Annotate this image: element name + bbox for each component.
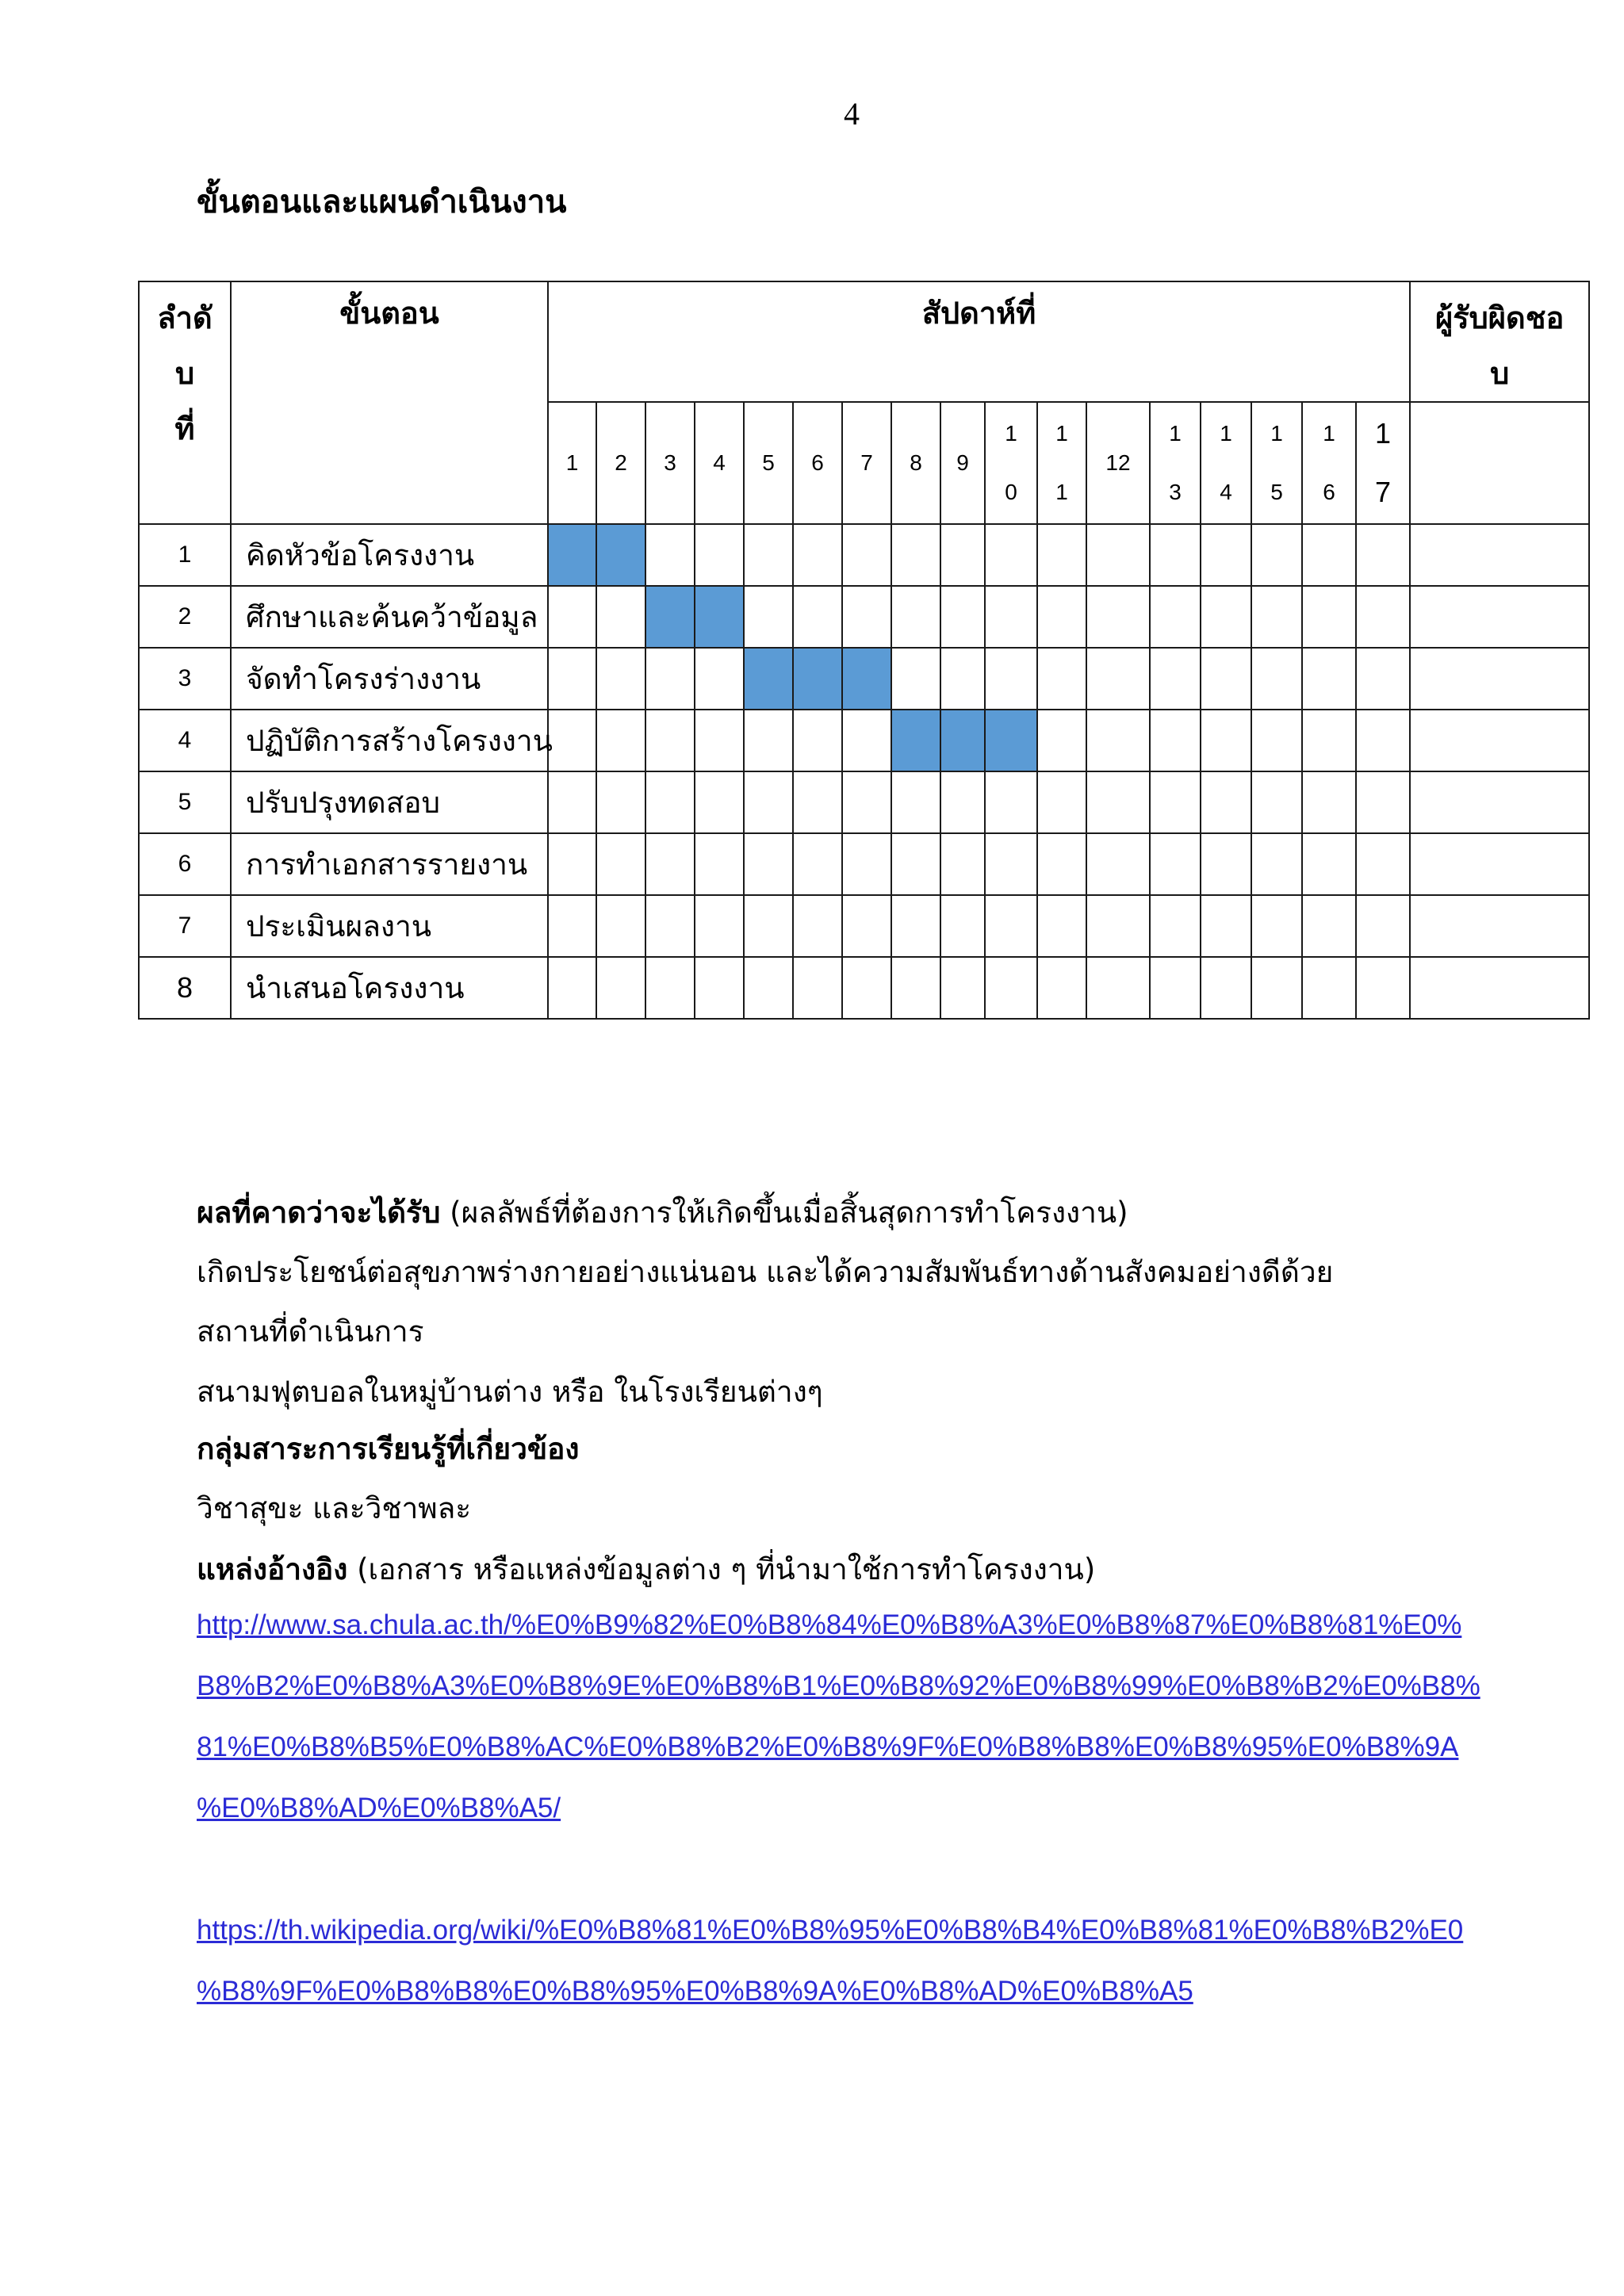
week-cell: [1086, 524, 1150, 586]
row-index: 5: [139, 771, 231, 833]
row-owner: [1410, 710, 1589, 771]
gantt-bar-cell: [548, 524, 596, 586]
week-cell: [1037, 771, 1086, 833]
week-cell: [548, 771, 596, 833]
header-step: ขั้นตอน: [231, 281, 548, 524]
week-cell: [1302, 957, 1356, 1019]
row-index: 1: [139, 524, 231, 586]
week-number-text: 9: [956, 450, 969, 475]
week-cell: [1356, 648, 1410, 710]
week-cell: [744, 895, 793, 957]
week-cell: [1302, 895, 1356, 957]
row-step: นำเสนอโครงงาน: [231, 957, 548, 1019]
row-owner: [1410, 771, 1589, 833]
week-number-14: [1201, 402, 1251, 524]
week-cell: [596, 771, 645, 833]
week-cell: [1201, 833, 1251, 895]
row-step: ศึกษาและค้นคว้าข้อมูล: [231, 586, 548, 648]
week-cell: [1356, 957, 1410, 1019]
table-row: [139, 586, 1589, 648]
week-cell: [940, 833, 985, 895]
week-number-9: [940, 402, 985, 524]
week-number-text: 6: [811, 450, 824, 475]
week-cell: [596, 586, 645, 648]
week-cell: [596, 895, 645, 957]
week-number-8: [891, 402, 940, 524]
row-owner: [1410, 895, 1589, 957]
week-number-15: [1251, 402, 1302, 524]
subject-text: วิชาสุขะ และวิชาพละ: [197, 1491, 472, 1525]
reference-link-1-line[interactable]: %E0%B8%AD%E0%B8%A5/: [197, 1793, 561, 1823]
week-cell: [985, 524, 1037, 586]
week-number-text: 5: [1270, 480, 1283, 504]
row-index: 2: [139, 586, 231, 648]
row-owner: [1410, 833, 1589, 895]
header-index-line: ที่: [174, 411, 195, 446]
week-number-text: 6: [1323, 480, 1335, 504]
week-cell: [1086, 586, 1150, 648]
week-number-text: 4: [1220, 480, 1232, 504]
row-step: การทำเอกสารรายงาน: [231, 833, 548, 895]
week-cell: [891, 833, 940, 895]
week-number-17: [1356, 402, 1410, 524]
week-cell: [985, 957, 1037, 1019]
row-owner: [1410, 648, 1589, 710]
week-cell: [1037, 895, 1086, 957]
header-owner: [1410, 281, 1589, 402]
week-cell: [940, 957, 985, 1019]
row-index: 8: [139, 957, 231, 1019]
week-cell: [645, 524, 695, 586]
row-step: ประเมินผลงาน: [231, 895, 548, 957]
week-cell: [1037, 524, 1086, 586]
gantt-bar-cell: [793, 648, 842, 710]
page-number: 4: [844, 96, 860, 132]
week-number-6: [793, 402, 842, 524]
week-cell: [645, 648, 695, 710]
week-cell: [985, 895, 1037, 957]
references: [197, 1546, 1095, 1593]
week-cell: [1302, 648, 1356, 710]
week-cell: [842, 710, 891, 771]
week-number-16: [1302, 402, 1356, 524]
expected-results-text: เกิดประโยชน์ต่อสุขภาพร่างกายอย่างแน่นอน และได้ความสัมพันธ์ทางด้านสังคมอย่างดีด้วย: [197, 1255, 1334, 1289]
week-cell: [1037, 710, 1086, 771]
week-number-text: 1: [1005, 421, 1017, 446]
week-cell: [1356, 833, 1410, 895]
week-number-text: 1: [1169, 421, 1182, 446]
location-text: สนามฟุตบอลในหมู่บ้านต่าง หรือ ในโรงเรียนต่างๆ: [197, 1375, 823, 1409]
row-step: ปรับปรุงทดสอบ: [231, 771, 548, 833]
gantt-bar-cell: [744, 648, 793, 710]
week-cell: [596, 710, 645, 771]
week-cell: [744, 524, 793, 586]
week-cell: [1086, 895, 1150, 957]
week-cell: [1356, 524, 1410, 586]
week-cell: [695, 648, 744, 710]
week-cell: [1150, 648, 1201, 710]
week-cell: [1150, 771, 1201, 833]
week-cell: [793, 524, 842, 586]
row-owner: [1410, 586, 1589, 648]
week-cell: [985, 833, 1037, 895]
week-cell: [842, 524, 891, 586]
week-number-3: [645, 402, 695, 524]
header-owner-line: บ: [1490, 356, 1510, 391]
week-number-11: [1037, 402, 1086, 524]
week-cell: [793, 710, 842, 771]
week-cell: [695, 895, 744, 957]
week-cell: [1251, 710, 1302, 771]
week-cell: [548, 710, 596, 771]
gantt-bar-cell: [645, 586, 695, 648]
week-cell: [1150, 895, 1201, 957]
week-cell: [1086, 771, 1150, 833]
week-cell: [1251, 648, 1302, 710]
week-number-5: [744, 402, 793, 524]
header-owner-line: ผู้รับผิดชอ: [1434, 300, 1565, 335]
gantt-bar-cell: [596, 524, 645, 586]
week-cell: [891, 895, 940, 957]
week-cell: [842, 771, 891, 833]
week-cell: [1150, 586, 1201, 648]
week-cell: [1251, 957, 1302, 1019]
week-number-12: [1086, 402, 1150, 524]
row-index: 4: [139, 710, 231, 771]
week-cell: [1150, 833, 1201, 895]
week-number-text: 1: [1375, 417, 1392, 450]
week-cell: [842, 957, 891, 1019]
week-cell: [1302, 771, 1356, 833]
week-cell: [1201, 524, 1251, 586]
week-cell: [1356, 771, 1410, 833]
reference-link-1-line[interactable]: http://www.sa.chula.ac.th/%E0%B9%82%E0%B8%84%E0%B8%A3%E0%B8%87%E0%B8%81%E0%: [197, 1609, 1462, 1640]
week-cell: [596, 833, 645, 895]
week-cell: [1150, 710, 1201, 771]
week-cell: [548, 648, 596, 710]
week-cell: [548, 957, 596, 1019]
week-cell: [793, 833, 842, 895]
table-row: [139, 895, 1589, 957]
week-number-text: 5: [762, 450, 775, 475]
week-cell: [1251, 833, 1302, 895]
week-number-text: 1: [1055, 480, 1068, 504]
week-number-text: 7: [860, 450, 873, 475]
row-step: คิดหัวข้อโครงงาน: [231, 524, 548, 586]
week-number-2: [596, 402, 645, 524]
week-cell: [744, 771, 793, 833]
week-cell: [1356, 895, 1410, 957]
week-number-text: 1: [1270, 421, 1283, 446]
table-row: [139, 957, 1589, 1019]
expected-results-note: (ผลลัพธ์ที่ต้องการให้เกิดขึ้นเมื่อสิ้นสุดการทำโครงงาน): [440, 1196, 1128, 1230]
row-owner: [1410, 524, 1589, 586]
week-cell: [645, 895, 695, 957]
reference-link-2-line[interactable]: https://th.wikipedia.org/wiki/%E0%B8%81%E0%B8%95%E0%B8%B4%E0%B8%81%E0%B8%B2%E0: [197, 1915, 1464, 1946]
week-cell: [1150, 957, 1201, 1019]
week-number-text: 2: [615, 450, 627, 475]
row-step: ปฏิบัติการสร้างโครงงาน: [231, 710, 548, 771]
week-cell: [1086, 648, 1150, 710]
subject-label: [197, 1425, 579, 1472]
week-cell: [985, 586, 1037, 648]
location-label: สถานที่ดำเนินการ: [197, 1314, 424, 1349]
week-cell: [1037, 648, 1086, 710]
week-cell: [1302, 710, 1356, 771]
week-cell: [596, 648, 645, 710]
week-number-7: [842, 402, 891, 524]
week-cell: [744, 710, 793, 771]
project-plan-table: [138, 281, 1590, 1020]
references-note: (เอกสาร หรือแหล่งข้อมูลต่าง ๆ ที่นำมาใช้การทำโครงงาน): [347, 1552, 1096, 1586]
week-number-text: 12: [1105, 450, 1131, 475]
week-cell: [548, 586, 596, 648]
reference-link-1-line[interactable]: B8%B2%E0%B8%A3%E0%B8%9E%E0%B8%B1%E0%B8%92%E0%B8%99%E0%B8%B2%E0%B8%: [197, 1670, 1480, 1701]
week-cell: [940, 895, 985, 957]
reference-link-2-line[interactable]: %B8%9F%E0%B8%B8%E0%B8%95%E0%B8%9A%E0%B8%AD%E0%B8%A5: [197, 1976, 1193, 2007]
week-cell: [1302, 524, 1356, 586]
week-cell: [940, 524, 985, 586]
week-cell: [793, 771, 842, 833]
table-row: [139, 710, 1589, 771]
week-cell: [744, 957, 793, 1019]
week-cell: [1086, 710, 1150, 771]
table-row: [139, 771, 1589, 833]
gantt-bar-cell: [891, 710, 940, 771]
week-number-text: 1: [565, 450, 579, 475]
header-index: [139, 281, 231, 524]
week-cell: [744, 586, 793, 648]
week-cell: [891, 771, 940, 833]
gantt-bar-cell: [940, 710, 985, 771]
week-cell: [695, 524, 744, 586]
week-cell: [1037, 957, 1086, 1019]
week-cell: [695, 957, 744, 1019]
week-cell: [1251, 771, 1302, 833]
subject-label-text: กลุ่มสาระการเรียนรู้ที่เกี่ยวข้อง: [197, 1432, 580, 1466]
week-cell: [842, 586, 891, 648]
week-cell: [645, 833, 695, 895]
gantt-bar-cell: [842, 648, 891, 710]
expected-results-label: ผลที่คาดว่าจะได้รับ: [197, 1196, 441, 1230]
week-cell: [1201, 957, 1251, 1019]
week-cell: [1201, 895, 1251, 957]
week-cell: [891, 957, 940, 1019]
references-label: แหล่งอ้างอิง: [197, 1552, 348, 1586]
week-cell: [744, 833, 793, 895]
week-cell: [1356, 710, 1410, 771]
table-row: [139, 648, 1589, 710]
week-cell: [1302, 586, 1356, 648]
week-number-10: [985, 402, 1037, 524]
week-number-text: 3: [664, 450, 676, 475]
reference-link-1-line[interactable]: 81%E0%B8%B5%E0%B8%AC%E0%B8%B2%E0%B8%9F%E0%B8%B8%E0%B8%95%E0%B8%9A: [197, 1732, 1459, 1762]
week-cell: [891, 586, 940, 648]
header-weeks: สัปดาห์ที่: [548, 281, 1410, 402]
week-cell: [891, 524, 940, 586]
week-cell: [1201, 648, 1251, 710]
week-cell: [596, 957, 645, 1019]
row-index: 3: [139, 648, 231, 710]
week-number-text: 7: [1375, 476, 1392, 508]
section-title: ขั้นตอนและแผนดำเนินงาน: [197, 184, 567, 220]
week-cell: [842, 833, 891, 895]
week-cell: [793, 957, 842, 1019]
header-index-line: ลำดั: [157, 300, 213, 335]
week-cell: [548, 895, 596, 957]
week-cell: [1037, 833, 1086, 895]
week-cell: [645, 710, 695, 771]
week-cell: [695, 833, 744, 895]
week-cell: [645, 771, 695, 833]
week-number-text: 0: [1005, 480, 1017, 504]
week-cell: [793, 586, 842, 648]
week-cell: [548, 833, 596, 895]
week-cell: [1037, 586, 1086, 648]
week-cell: [940, 648, 985, 710]
week-cell: [1356, 586, 1410, 648]
row-owner: [1410, 957, 1589, 1019]
week-cell: [940, 586, 985, 648]
row-index: 6: [139, 833, 231, 895]
owner-subheader: [1410, 402, 1589, 524]
week-cell: [695, 771, 744, 833]
week-cell: [1251, 524, 1302, 586]
week-cell: [1201, 771, 1251, 833]
week-cell: [1150, 524, 1201, 586]
week-cell: [1251, 895, 1302, 957]
header-index-line: บ: [174, 356, 195, 391]
week-cell: [1201, 586, 1251, 648]
week-number-text: 4: [713, 450, 726, 475]
week-cell: [891, 648, 940, 710]
week-cell: [1086, 833, 1150, 895]
week-number-text: 8: [910, 450, 922, 475]
week-cell: [1201, 710, 1251, 771]
week-cell: [1302, 833, 1356, 895]
week-number-text: 1: [1323, 421, 1335, 446]
week-number-text: 1: [1220, 421, 1232, 446]
week-number-1: [548, 402, 596, 524]
row-step: จัดทำโครงร่างงาน: [231, 648, 548, 710]
week-number-4: [695, 402, 744, 524]
week-cell: [842, 895, 891, 957]
week-cell: [645, 957, 695, 1019]
gantt-bar-cell: [695, 586, 744, 648]
week-cell: [985, 771, 1037, 833]
week-number-13: [1150, 402, 1201, 524]
week-cell: [985, 648, 1037, 710]
table-row: [139, 524, 1589, 586]
week-number-text: 1: [1055, 421, 1068, 446]
week-cell: [793, 895, 842, 957]
table-row: [139, 833, 1589, 895]
week-cell: [1251, 586, 1302, 648]
week-cell: [695, 710, 744, 771]
expected-results: [197, 1189, 1128, 1236]
week-cell: [940, 771, 985, 833]
week-number-text: 3: [1169, 480, 1182, 504]
row-index: 7: [139, 895, 231, 957]
gantt-bar-cell: [985, 710, 1037, 771]
week-cell: [1086, 957, 1150, 1019]
